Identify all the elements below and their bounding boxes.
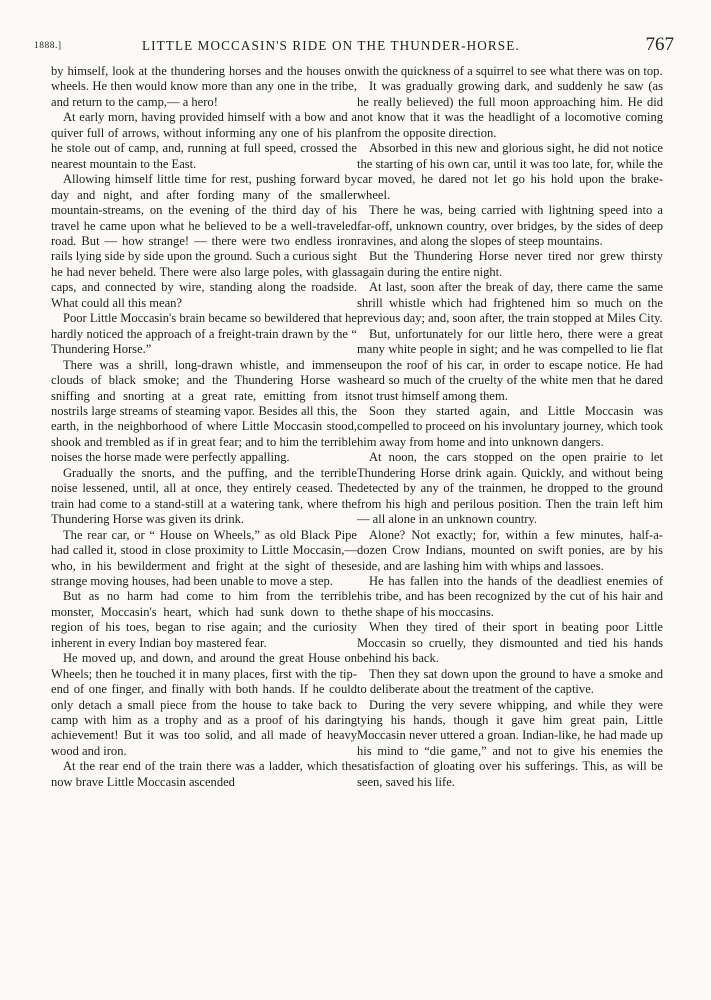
paragraph: Then they sat down upon the ground to have a smoke and to deliberate about the treatment of the captive.	[357, 666, 663, 697]
paragraph: with the quickness of a squirrel to see what there was on top.	[357, 64, 663, 78]
paragraph: It was gradually growing dark, and suddenly he saw (as he really believed) the full moon approaching him. He did not know that it was the headlight of a locomotive coming from the opposite direction.	[357, 79, 663, 140]
paragraph: Alone? Not exactly; for, within a few minutes, half-a-dozen Crow Indians, mounted on swift ponies, are by his side, and are lashing him with whips and lassoes.	[357, 527, 663, 573]
paragraph: Allowing himself little time for rest, pushing forward by day and night, and after fording many of the smaller mountain-streams, on the evening of the third day of his travel he came upon what he believed to be a well-traveled road. But — how strange! — there were two endless iron rails lying side by side upon the ground. Such a curious sight he had never beheld. There were also large poles, with glass caps, and connected by wire, standing along the roadside. What could all this mean?	[51, 172, 357, 310]
paragraph: During the very severe whipping, and while they were tying his hands, though it gave him great pain, Little Moccasin never uttered a groan. Indian-like, he had made up his mind to “die game,” and not to give his enemies the satisfaction of gloating over his sufferings. This, as will be seen, saved his life.	[357, 697, 663, 789]
paragraph: He moved up, and down, and around the great House on Wheels; then he touched it in many places, first with the tip-end of one finger, and finally with both hands. If he could only detach a small piece from the house to take back to camp with him as a trophy and as a proof of his daring achievement! But it was too solid, and all made of heavy wood and iron.	[51, 651, 357, 758]
paragraph: At last, soon after the break of day, there came the same shrill whistle which had frightened him so much on the previous day; and, soon after, the train stopped at Miles City.	[357, 280, 663, 326]
paragraph: by himself, look at the thundering horses and the houses on wheels. He then would know more than any one in the tribe, and return to the camp,— a hero!	[51, 64, 357, 109]
paragraph: Poor Little Moccasin's brain became so bewildered that he hardly noticed the approach of a freight-train drawn by the “ Thundering Horse.”	[51, 311, 357, 357]
left-column	[51, 64, 357, 790]
running-head	[34, 36, 674, 58]
paragraph: At early morn, having provided himself with a bow and a quiver full of arrows, without informing any one of his plan he stole out of camp, and, running at full speed, crossed the nearest mountain to the East.	[51, 110, 357, 171]
paragraph: But as no harm had come to him from the terrible monster, Moccasin's heart, which had sunk down to the region of his toes, began to rise again; and the curiosity inherent in every Indian boy mastered fear.	[51, 589, 357, 650]
paragraph: He has fallen into the hands of the deadliest enemies of his tribe, and has been recognized by the cut of his hair and the shape of his moccasins.	[357, 573, 663, 619]
paragraph: When they tired of their sport in beating poor Little Moccasin so cruelly, they dismounted and tied his hands behind his back.	[357, 620, 663, 666]
issue-year: 1888.]	[34, 41, 62, 51]
paragraph: Absorbed in this new and glorious sight, he did not notice the starting of his own car, until it was too late, for, while the car moved, he dared not let go his hold upon the brake-wheel.	[357, 141, 663, 202]
paragraph: There was a shrill, long-drawn whistle, and immense clouds of black smoke; and the Thundering Horse was sniffing and snorting at a great rate, emitting from its nostrils large streams of steaming vapor. Besides all this, the earth, in the neighborhood of where Little Moccasin stood, shook and trembled as if in great fear; and to him the terrible noises the horse made were perfectly appalling.	[51, 357, 357, 465]
paragraph: But the Thundering Horse never tired nor grew thirsty again during the entire night.	[357, 249, 663, 279]
paragraph: Gradually the snorts, and the puffing, and the terrible noise lessened, until, all at once, they entirely ceased. The train had come to a stand-still at a watering tank, where the Thundering Horse was given its drink.	[51, 465, 357, 527]
right-column	[357, 64, 663, 790]
article-title: LITTLE MOCCASIN'S RIDE ON THE THUNDER-HORSE.	[142, 38, 520, 53]
paragraph: At noon, the cars stopped on the open prairie to let Thundering Horse drink again. Quickly, and without being detected by any of the trainmen, he dropped to the ground from his high and perilous position. Then the train left him — all alone in an unknown country.	[357, 450, 663, 527]
paragraph: The rear car, or “ House on Wheels,” as old Black Pipe had called it, stood in close proximity to Little Moccasin,— who, in his bewilderment and fright at the sight of these strange moving houses, had been unable to move a step.	[51, 527, 357, 588]
page-number: 767	[645, 34, 674, 55]
paragraph: There he was, being carried with lightning speed into a far-off, unknown country, over bridges, by the sides of deep ravines, and along the slopes of steep mountains.	[357, 203, 663, 248]
paragraph: At the rear end of the train there was a ladder, which the now brave Little Moccasin ascended	[51, 759, 357, 789]
paragraph: Soon they started again, and Little Moccasin was compelled to proceed on his involuntary journey, which took him away from home and into unknown dangers.	[357, 403, 663, 449]
paragraph: But, unfortunately for our little hero, there were a great many white people in sight; and he was compelled to lie flat upon the roof of his car, in order to escape notice. He had heard so much of the cruelty of the white men that he dared not trust himself among them.	[357, 326, 663, 403]
